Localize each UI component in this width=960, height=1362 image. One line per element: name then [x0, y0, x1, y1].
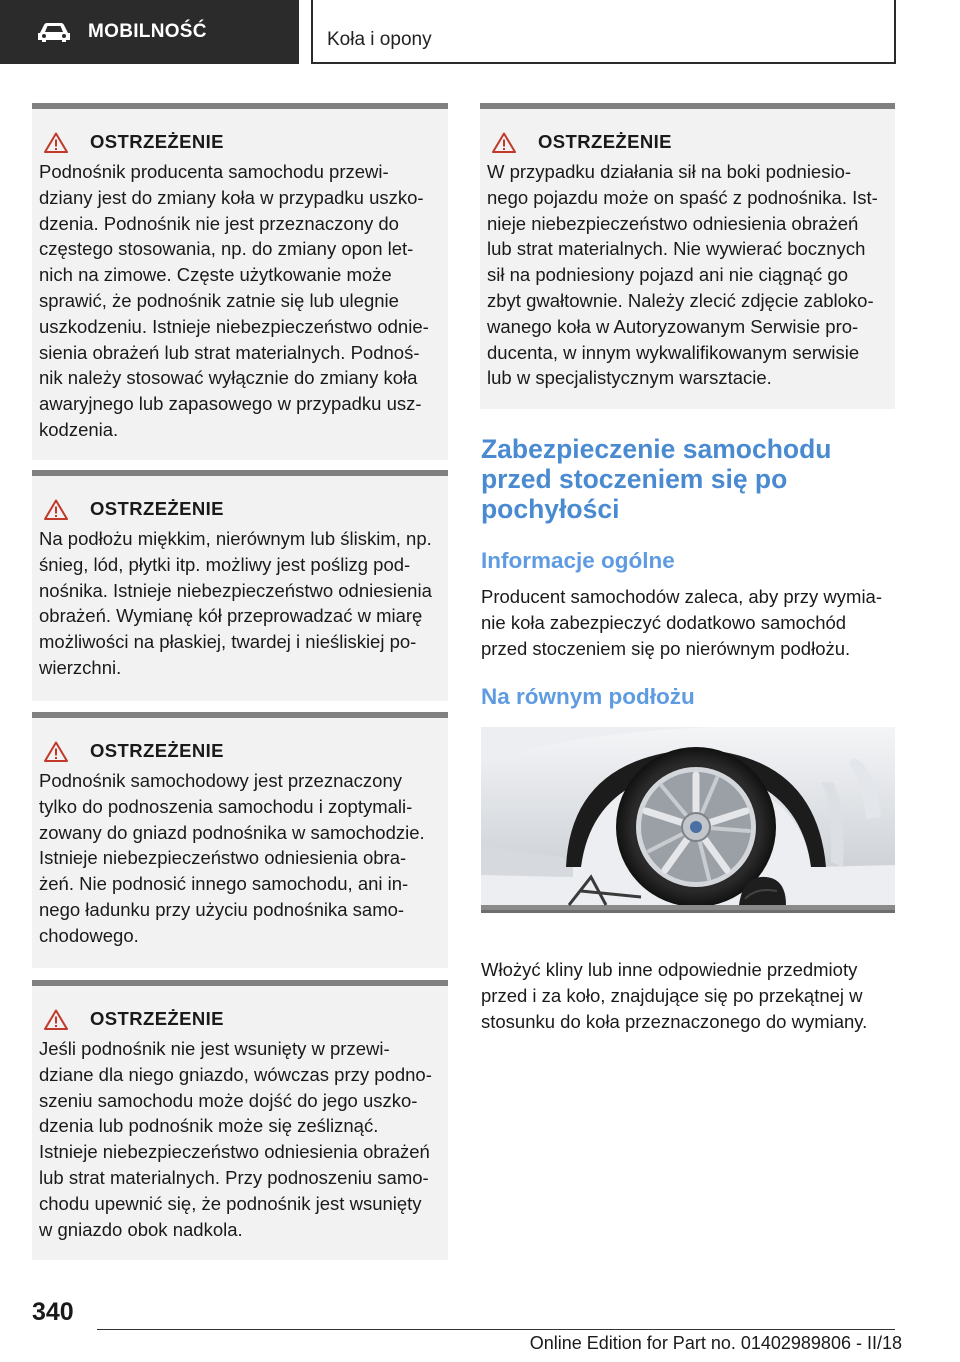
subheading-general-info: Informacje ogólne [481, 548, 675, 573]
chapter-header [311, 0, 896, 64]
section-title: MOBILNOŚĆ [88, 21, 207, 42]
general-info-paragraph: Producent samochodów zaleca, aby przy wymia- nie koła zabezpieczyć dodatkowo samochód przed stoczeniem się po nierównym podłożu. [481, 586, 883, 659]
subheading-level-ground: Na równym podłożu [481, 684, 695, 709]
chapter-title: Koła i opony [327, 29, 432, 50]
figure-divider [481, 910, 895, 913]
warning-title: OSTRZEŻENIE [538, 131, 672, 152]
warning-text: W przypadku działania sił na boki podniesio- nego pojazdu może on spaść z podnośnika. Ist- nieje niebezpieczeństwo odniesienia obrażeń lub strat materialnych. Nie wywierać bocznych sił na podniesiony pojazd ani nie ciągnąć go zbyt gwałtownie. Należy zlecić zdjęcie zabloko- wanego koła w Autoryzowanym Serwisie pro- ducenta, w innym wykwalifikowanym serwisie lub w specjalistycznym warsztacie. [487, 161, 878, 389]
warning-text: Jeśli podnośnik nie jest wsunięty w przewi- dziane dla niego gniazdo, wówczas przy podno- szeniu samochodu może dojść do jego uszko- dzenia lub podnośnik może się ześliznąć. Istnieje niebezpieczeństwo odniesienia obrażeń lub strat materialnych. Przy podnoszeniu samo- chodu upewnić się, że podnośnik jest wsunięty w gniazdo obok nadkola. [39, 1038, 432, 1240]
footer-divider [97, 1329, 895, 1330]
warning-triangle-icon [44, 499, 68, 520]
warning-title: OSTRZEŻENIE [90, 740, 224, 761]
warning-triangle-icon [44, 741, 68, 762]
page-number: 340 [32, 1298, 74, 1326]
warning-text: Podnośnik producenta samochodu przewi- dziany jest do zmiany koła w przypadku uszko- dzenia. Podnośnik nie jest przeznaczony do częstego stosowania, np. do zmiany opon let- nich na zimowe. Częste użytkowanie może sprawić, że podnośnik zatnie się lub ulegnie uszkodzeniu. Istnieje niebezpieczeństwo odnie- sienia obrażeń lub strat materialnych. Podnoś- nik należy stosować wyłącznie do zmiany koła awaryjnego lub zapasowego w przypadku usz- kodzenia. [39, 161, 429, 440]
section-tab [0, 0, 299, 64]
warning-title: OSTRZEŻENIE [90, 1008, 224, 1029]
warning-box [32, 470, 448, 701]
warning-triangle-icon [492, 132, 516, 153]
chock-instruction-paragraph: Włożyć kliny lub inne odpowiednie przedmioty przed i za koło, znajdujące się po przekątnej w stosunku do koła przeznaczonego do wymiany. [481, 959, 868, 1032]
car-icon [36, 21, 72, 43]
warning-triangle-icon [44, 132, 68, 153]
warning-box [32, 712, 448, 968]
warning-title: OSTRZEŻENIE [90, 131, 224, 152]
warning-box [32, 980, 448, 1260]
wheel-chock-illustration [481, 727, 895, 911]
warning-text: Podnośnik samochodowy jest przeznaczony tylko do podnoszenia samochodu i zoptymali- zowany do gniazd podnośnika w samochodzie. Istnieje niebezpieczeństwo odniesienia obra- żeń. Nie podnosić innego samochodu, ani in- nego ładunku przy użyciu podnośnika samo- chodowego. [39, 770, 425, 946]
warning-triangle-icon [44, 1009, 68, 1030]
warning-box [32, 103, 448, 460]
warning-box [480, 103, 895, 409]
warning-title: OSTRZEŻENIE [90, 498, 224, 519]
edition-text: Online Edition for Part no. 01402989806 - II/18 [529, 1333, 902, 1353]
section-heading: Zabezpieczenie samochodu przed stoczeniem się po pochyłości [481, 434, 832, 524]
warning-text: Na podłożu miękkim, nierównym lub śliskim, np. śnieg, lód, płytki itp. możliwy jest poślizg pod- nośnika. Istnieje niebezpieczeństwo odniesienia obrażeń. Wymianę kół przeprowadzać w miarę możliwości na płaskiej, twardej i nieśliskiej po- wierzchni. [39, 528, 432, 678]
